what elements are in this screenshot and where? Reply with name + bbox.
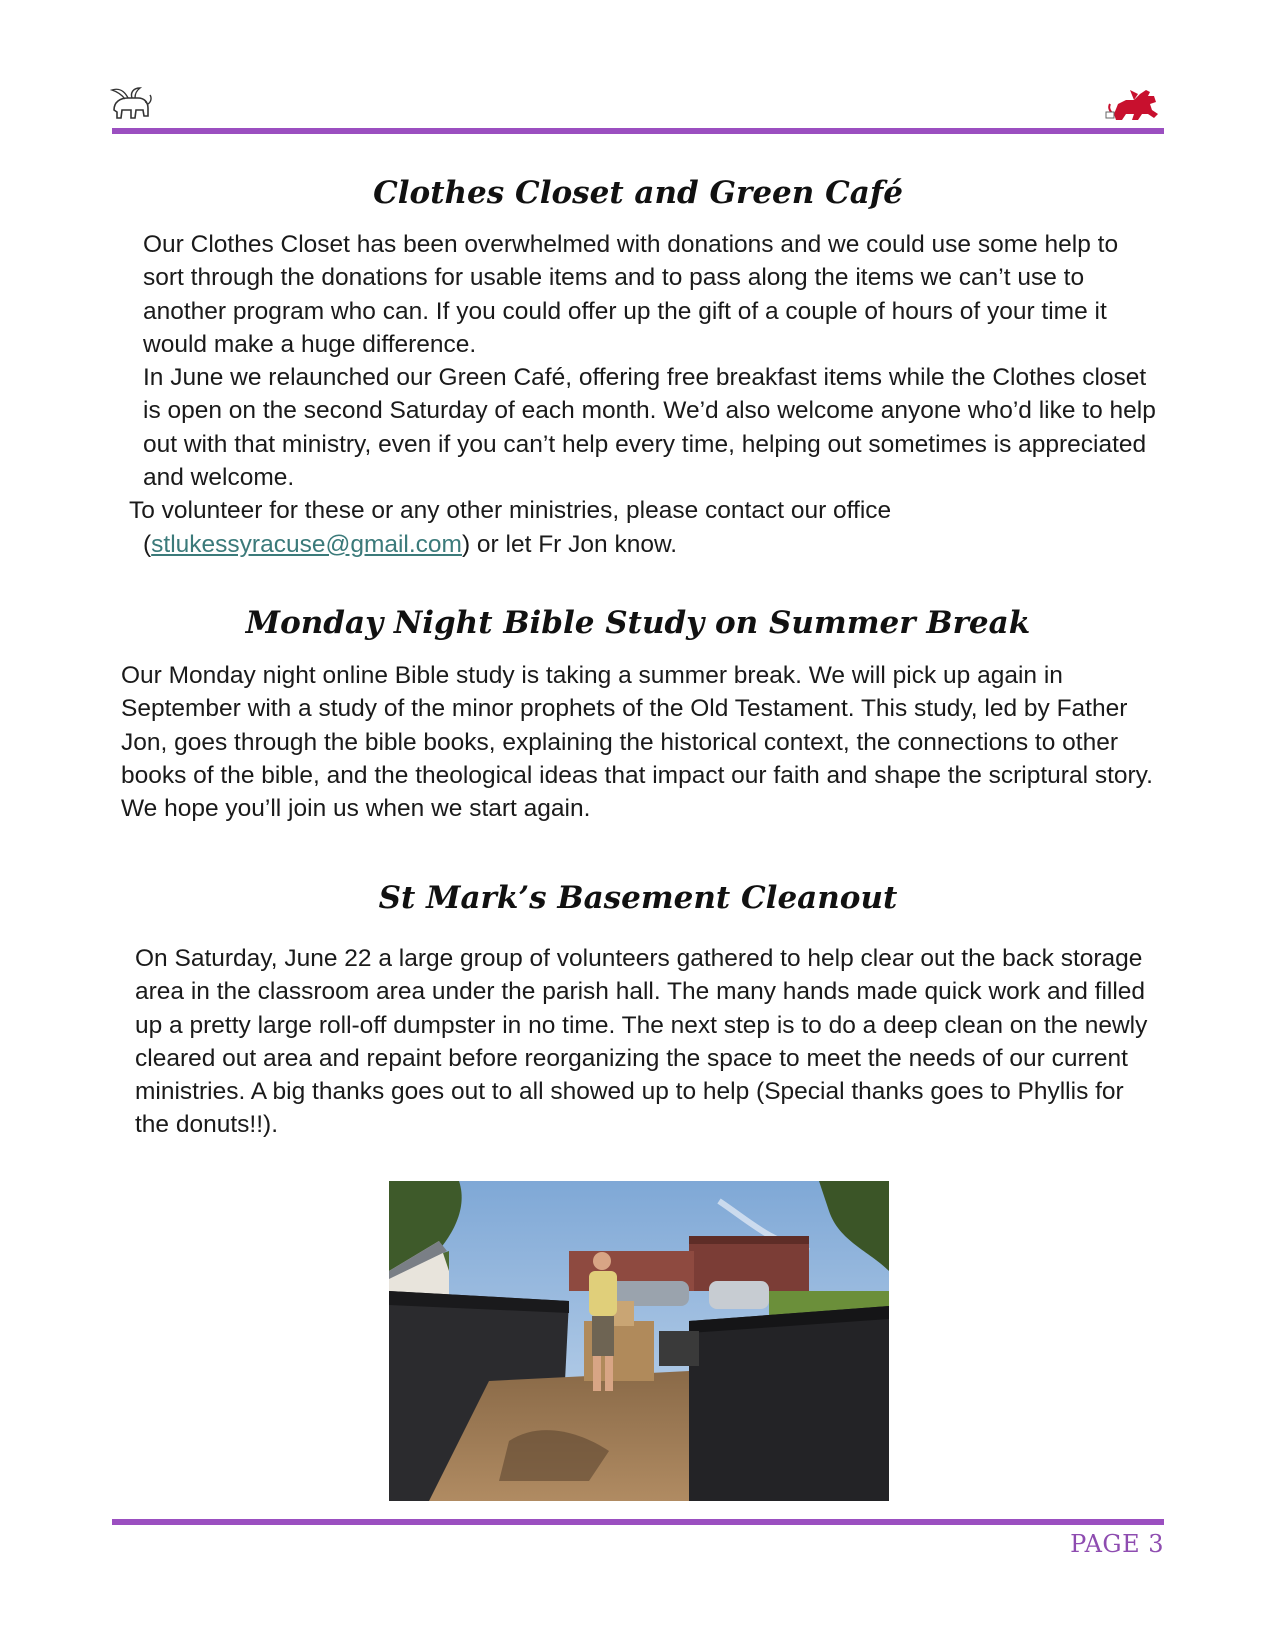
section-body-basement-cleanout [121, 942, 1161, 1142]
section-title-clothes-closet: Clothes Closet and Green Café [373, 175, 903, 211]
header-rule [112, 128, 1164, 134]
section-body-bible-study [121, 659, 1161, 825]
section-title-bible-study: Monday Night Bible Study on Summer Break [245, 605, 1031, 641]
dumpster-cleanout-photo [389, 1181, 889, 1501]
contact-paragraph [129, 494, 1159, 561]
office-email-link[interactable]: stlukessyracuse@gmail.com [151, 530, 462, 558]
paragraph: On Saturday, June 22 a large group of volunteers gathered to help clear out the back storage area in the classroom area under the parish hall. The many hands made quick work and filled up a pretty large roll-off dumpster in no time. The next step is to do a deep clean on the newly cleared out area and repaint before reorganizing the space to meet the needs of our current ministries. A big thanks goes out to all showed up to help (Special thanks goes to Phyllis for the donuts!!). [135, 945, 1148, 1139]
paragraph: In June we relaunched our Green Café, offering free breakfast items while the Clothes closet is open on the second Saturday of each month. We’d also welcome anyone who’d like to help out with that ministry, even if you can’t help every time, helping out sometimes is appreciated and welcome. [143, 364, 1156, 492]
winged-ox-icon [108, 86, 154, 122]
footer-rule [112, 1519, 1164, 1525]
paragraph: Our Monday night online Bible study is taking a summer break. We will pick up again in September with a study of the minor prophets of the Old Testament. This study, led by Father Jon, goes through the bible books, explaining the historical context, the connections to other books of the bible, and the theological ideas that impact our faith and shape the scriptural story. We hope you’ll join us when we start again. [121, 662, 1153, 823]
red-lion-icon [1104, 84, 1166, 124]
contact-text-before: To volunteer for these or any other ministries, please contact our office ( [129, 497, 892, 558]
page-number: PAGE 3 [1070, 1530, 1164, 1558]
section-body-clothes-closet [129, 228, 1159, 561]
contact-text-after: ) or let Fr Jon know. [461, 530, 678, 558]
paragraph: Our Clothes Closet has been overwhelmed with donations and we could use some help to sort through the donations for usable items and to pass along the items we can’t use to another program who can. If you could offer up the gift of a couple of hours of your time it would make a huge difference. [143, 231, 1119, 358]
section-title-basement-cleanout: St Mark’s Basement Cleanout [378, 880, 898, 916]
